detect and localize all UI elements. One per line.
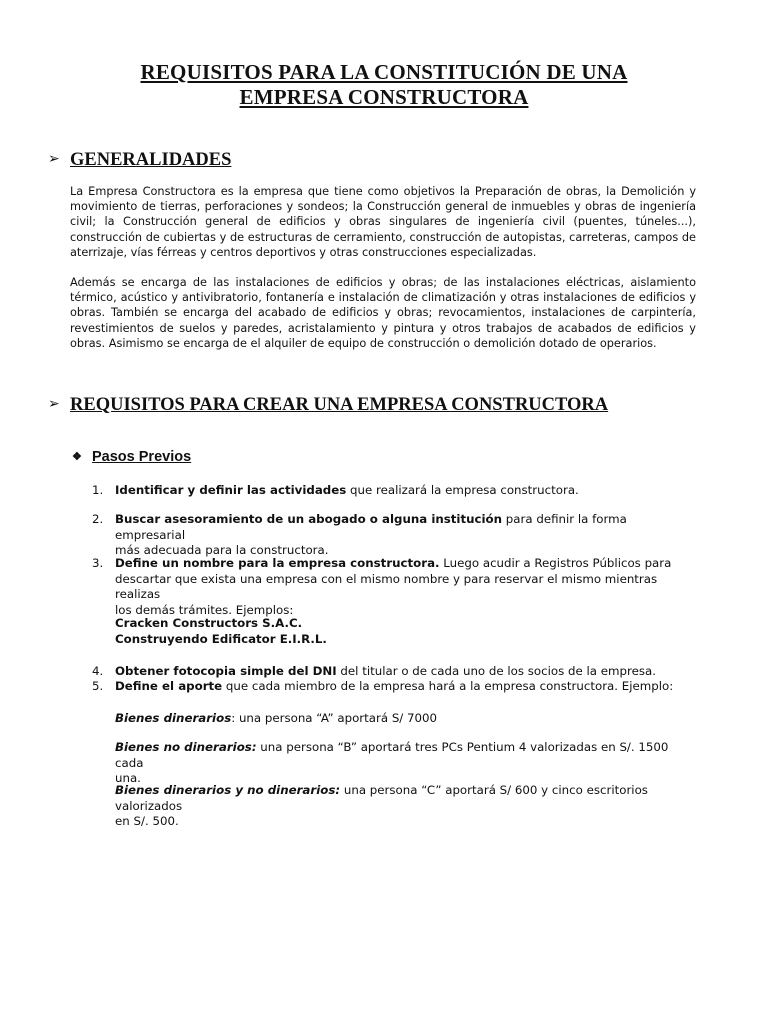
aporte-text: una.	[115, 771, 141, 785]
arrow-bullet-icon: ➢	[48, 151, 60, 167]
aporte-text: : una persona “A” aportará S/ 7000	[231, 711, 438, 725]
paragraph-line: aterrizaje, vías férreas y centros deportivos y otras construcciones especializadas.	[70, 245, 537, 259]
paragraph-line: obras. También se encarga del acabado de edificios y obras; revocamientos, instalaciones de carpintería,	[70, 306, 696, 320]
paragraph-line: térmico, acústico y antivibratorio, fontanería e instalación de climatización y otras instalaciones de edificios y	[70, 291, 696, 305]
subheading-pasos-previos-text: Pasos Previos	[92, 449, 192, 465]
list-item-text: para definir la forma empresarial	[115, 512, 627, 542]
aporte-c	[115, 783, 700, 830]
example-names	[115, 616, 700, 647]
list-item-number: 5.	[92, 679, 104, 693]
paragraph-line: civil; la Construcción general de edificios y obras singulares de ingeniería civil (puentes, túneles...),	[70, 215, 696, 229]
paragraph-line: obras. Asimismo se encarga de el alquiler de equipo de construcción o demolición dotado de operarios.	[70, 336, 657, 350]
list-item-number: 3.	[92, 556, 104, 570]
example-name: Cracken Constructors S.A.C.	[115, 616, 303, 630]
list-item-bold: Identificar y definir las actividades	[115, 483, 347, 497]
paragraph-line: movimiento de tierras, perforaciones y sondeos; la Construcción general de inmuebles y obras de ingeniería	[70, 200, 696, 214]
aporte-a	[115, 711, 700, 727]
list-item-text: del titular o de cada uno de los socios de la empresa.	[336, 664, 656, 678]
aporte-text: una persona “C” aportará S/ 600 y cinco escritorios valorizados	[115, 783, 648, 813]
list-item	[92, 664, 692, 680]
paragraph-generalidades-1	[70, 184, 696, 260]
list-item-text: más adecuada para la constructora.	[115, 543, 329, 557]
aporte-text: en S/. 500.	[115, 814, 179, 828]
paragraph-line: revestimientos de suelos y paredes, acristalamiento y pintura y otros trabajos de acabados de edificios y	[70, 321, 696, 335]
list-item	[92, 679, 692, 695]
paragraph-line: La Empresa Constructora es la empresa que tiene como objetivos la Preparación de obras, la Demolición y	[70, 185, 696, 198]
aporte-label: Bienes dinerarios y no dinerarios:	[115, 783, 341, 797]
list-item-bold: Buscar asesoramiento de un abogado o alguna institución	[115, 512, 503, 526]
aporte-label: Bienes no dinerarios:	[115, 740, 257, 754]
example-name: Construyendo Edificator E.I.R.L.	[115, 631, 327, 646]
heading-generalidades-text: GENERALIDADES	[70, 150, 232, 170]
list-item-text: los demás trámites. Ejemplos:	[115, 602, 294, 617]
paragraph-line: Además se encarga de las instalaciones de edificios y obras; de las instalaciones eléctricas, aislamiento	[70, 276, 696, 289]
list-item	[92, 483, 692, 499]
list-item-number: 2.	[92, 512, 104, 526]
aporte-b	[115, 740, 700, 787]
document-title	[60, 60, 708, 110]
list-item-number: 4.	[92, 664, 104, 678]
subheading-pasos-previos	[72, 448, 191, 466]
paragraph-line: construcción de cubiertas y de estructuras de cerramiento, construcción de autopistas, carreteras, campos de	[70, 230, 696, 244]
list-item	[92, 556, 692, 618]
aporte-label: Bienes dinerarios	[115, 711, 232, 725]
heading-requisitos-text: REQUISITOS PARA CREAR UNA EMPRESA CONSTRUCTORA	[70, 395, 609, 415]
heading-requisitos	[48, 393, 608, 416]
paragraph-generalidades-2	[70, 275, 696, 351]
list-item-text: Luego acudir a Registros Públicos para	[439, 556, 672, 570]
list-item-bold: Define el aporte	[115, 679, 223, 693]
list-item-text: descartar que exista una empresa con el mismo nombre y para reservar el mismo mientras realizas	[115, 571, 658, 601]
list-item	[92, 512, 692, 559]
aporte-text: una persona “B” aportará tres PCs Pentium 4 valorizadas en S/. 1500 cada	[115, 740, 669, 770]
list-item-text: que cada miembro de la empresa hará a la empresa constructora. Ejemplo:	[222, 679, 674, 693]
title-line-1: REQUISITOS PARA LA CONSTITUCIÓN DE UNA	[140, 60, 628, 84]
heading-generalidades	[48, 148, 231, 171]
list-item-bold: Define un nombre para la empresa constructora.	[115, 556, 440, 570]
list-item-number: 1.	[92, 483, 104, 497]
arrow-bullet-icon: ➢	[48, 396, 60, 412]
list-item-text: que realizará la empresa constructora.	[346, 483, 579, 497]
title-line-2: EMPRESA CONSTRUCTORA	[239, 85, 529, 109]
list-item-bold: Obtener fotocopia simple del DNI	[115, 664, 337, 678]
diamond-bullet-icon: ❖	[72, 451, 82, 463]
